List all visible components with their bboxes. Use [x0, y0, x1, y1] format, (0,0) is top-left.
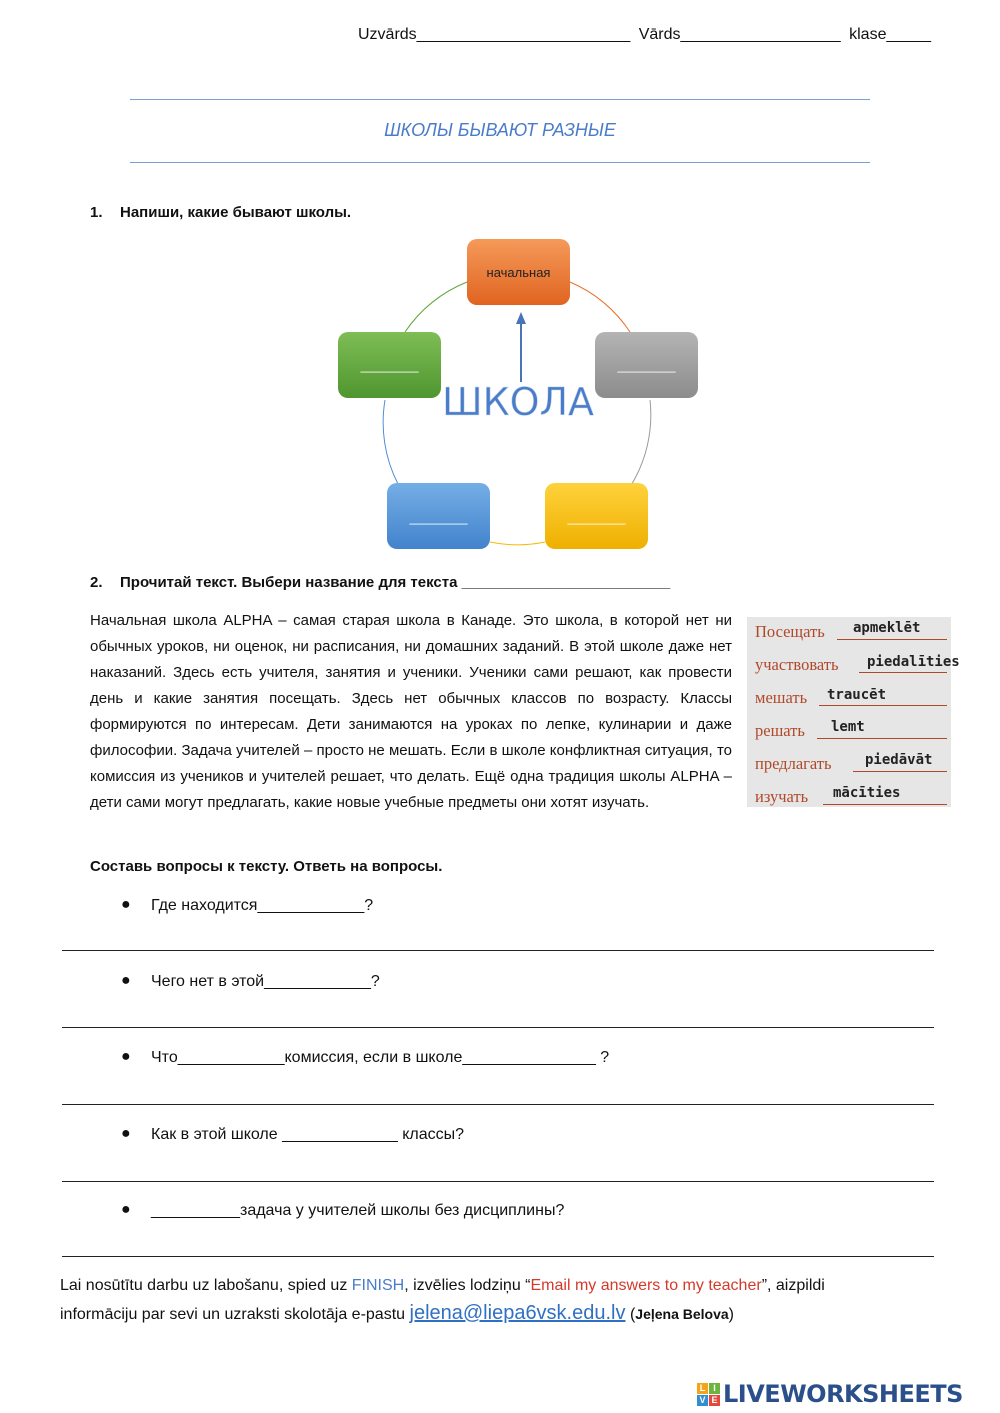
vocab-lv-4: lemt — [831, 719, 865, 735]
class-label: klase_____ — [849, 26, 931, 43]
vocab-line-4 — [817, 738, 947, 739]
name-label: Vārds__________________ — [638, 26, 841, 43]
instructions-text-a: Lai nosūtītu darbu uz labošanu, spied uz — [60, 1277, 352, 1294]
task2-number: 2. — [90, 574, 103, 591]
instructions-text-e: ( — [625, 1306, 636, 1323]
arc-blue-green — [383, 400, 398, 484]
vocab-lv-2: piedalīties — [867, 654, 960, 670]
answer-line-1[interactable] — [62, 950, 934, 951]
arc-green-orange — [405, 282, 467, 332]
question-2 — [121, 972, 380, 991]
question-5-text: __________задача у учителей школы без дисциплины? — [151, 1202, 565, 1219]
question-4-text: Как в этой школе _____________ классы? — [151, 1126, 465, 1143]
task1-heading — [90, 204, 351, 221]
page-title: ШКОЛЫ БЫВАЮТ РАЗНЫЕ — [384, 120, 616, 140]
vocab-lv-1: apmeklēt — [853, 620, 921, 636]
instructions-line-2 — [60, 1302, 734, 1325]
bullet-icon: ● — [121, 1125, 131, 1142]
box-yellow[interactable] — [545, 483, 648, 549]
question-5 — [121, 1201, 565, 1220]
title-rule-top — [130, 99, 870, 100]
question-1-text: Где находится____________? — [151, 897, 374, 914]
vocab-ru-4: решать — [755, 721, 805, 740]
box-green-label: ________ — [360, 358, 419, 373]
instructions-line-1 — [60, 1277, 825, 1295]
logo-letter-e: E — [709, 1395, 720, 1406]
surname-label: Uzvārds________________________ — [358, 26, 631, 43]
instructions-text-c: ”, aizpildi — [761, 1277, 825, 1294]
answer-line-2[interactable] — [62, 1027, 934, 1028]
teacher-email-link[interactable]: jelena@liepa6vsk.edu.lv — [409, 1302, 626, 1324]
diagram-center-word: ШКОЛА — [441, 380, 595, 424]
bullet-icon: ● — [121, 972, 131, 989]
vocab-ru-3: мешать — [755, 688, 808, 707]
answer-line-3[interactable] — [62, 1104, 934, 1105]
logo-mark-icon — [697, 1383, 720, 1406]
box-green[interactable] — [338, 332, 441, 398]
task2-text: Прочитай текст. Выбери название для текста _________________________ — [120, 574, 671, 591]
vocab-lv-5: piedāvāt — [865, 752, 933, 768]
question-3 — [121, 1048, 610, 1067]
vocab-line-3 — [819, 705, 947, 706]
school-types-diagram — [330, 232, 710, 557]
box-primary-label: начальная — [486, 265, 551, 280]
answer-line-4[interactable] — [62, 1181, 934, 1182]
title-rule-bottom — [130, 162, 870, 163]
bullet-icon: ● — [121, 1048, 131, 1065]
vocab-ru-2: участвовать — [755, 655, 839, 674]
box-blue[interactable] — [387, 483, 490, 549]
student-info-line — [358, 26, 931, 44]
arrow-head — [516, 312, 526, 324]
questions-heading: Составь вопросы к тексту. Ответь на вопросы. — [90, 858, 443, 875]
liveworksheets-logo — [697, 1376, 963, 1412]
arc-gray-yellow — [630, 400, 651, 487]
task1-text: Напиши, какие бывают школы. — [120, 204, 352, 221]
question-2-text: Чего нет в этой____________? — [151, 973, 380, 990]
bullet-icon: ● — [121, 1201, 131, 1218]
teacher-name: Jeļena Belova — [635, 1306, 729, 1322]
instructions-text-d: informāciju par sevi un uzraksti skolotāja e-pastu — [60, 1306, 410, 1323]
email-option-label: Email my answers to my teacher — [530, 1277, 762, 1294]
box-blue-label: ________ — [409, 510, 468, 525]
vocab-line-2 — [859, 672, 947, 673]
box-gray[interactable] — [595, 332, 698, 398]
logo-text: LIVEWORKSHEETS — [723, 1380, 963, 1408]
vocab-line-6 — [823, 804, 947, 805]
arc-yellow-blue — [490, 542, 545, 545]
vocab-ru-6: изучать — [755, 787, 809, 806]
arc-orange-gray — [570, 282, 630, 332]
instructions-text-f: ) — [728, 1306, 734, 1323]
vocab-line-1 — [837, 639, 947, 640]
logo-letter-v: V — [697, 1395, 708, 1406]
answer-line-5[interactable] — [62, 1256, 934, 1257]
box-primary — [467, 239, 570, 305]
vocab-ru-1: Посещать — [755, 622, 825, 641]
question-3-text: Что____________комиссия, если в школе_______________ ? — [151, 1049, 610, 1066]
finish-label: FINISH — [351, 1277, 405, 1294]
bullet-icon: ● — [121, 896, 131, 913]
logo-letter-i: I — [709, 1383, 720, 1394]
vocab-lv-6: mācīties — [833, 785, 901, 801]
task2-heading — [90, 574, 670, 591]
reading-passage: Начальная школа ALPHA – самая старая школа в Канаде. Это школа, в которой нет ни обычных уроков, ни оценок, ни расписания, ни домашних заданий. В этой школе даже нет наказаний. Здесь есть учителя, занятия и ученики. Ученики сами решают, как провести день и какие занятия посещать. Здесь нет обычных классов по возрасту. Классы формируются по интересам. Дети занимаются на уроках по лепке, кулинарии и даже философии. Задача учителей – просто не мешать. Если в школе конфликтная ситуация, то комиссия из учеников и учителей решает, что делать. Ещё одна традиция школы ALPHA – дети сами могут предлагать, какие новые учебные предметы они хотят изучать. — [90, 612, 732, 811]
box-gray-label: ________ — [617, 358, 676, 373]
question-4 — [121, 1125, 465, 1144]
vocab-ru-5: предлагать — [755, 754, 832, 773]
box-yellow-label: ________ — [567, 510, 626, 525]
vocab-line-5 — [853, 771, 947, 772]
instructions-text-b: , izvēlies lodziņu “ — [404, 1277, 531, 1294]
vocabulary-box — [747, 617, 960, 807]
vocab-lv-3: traucēt — [827, 687, 887, 703]
task1-number: 1. — [90, 204, 103, 221]
question-1 — [121, 896, 374, 915]
logo-letter-l: L — [697, 1383, 708, 1394]
